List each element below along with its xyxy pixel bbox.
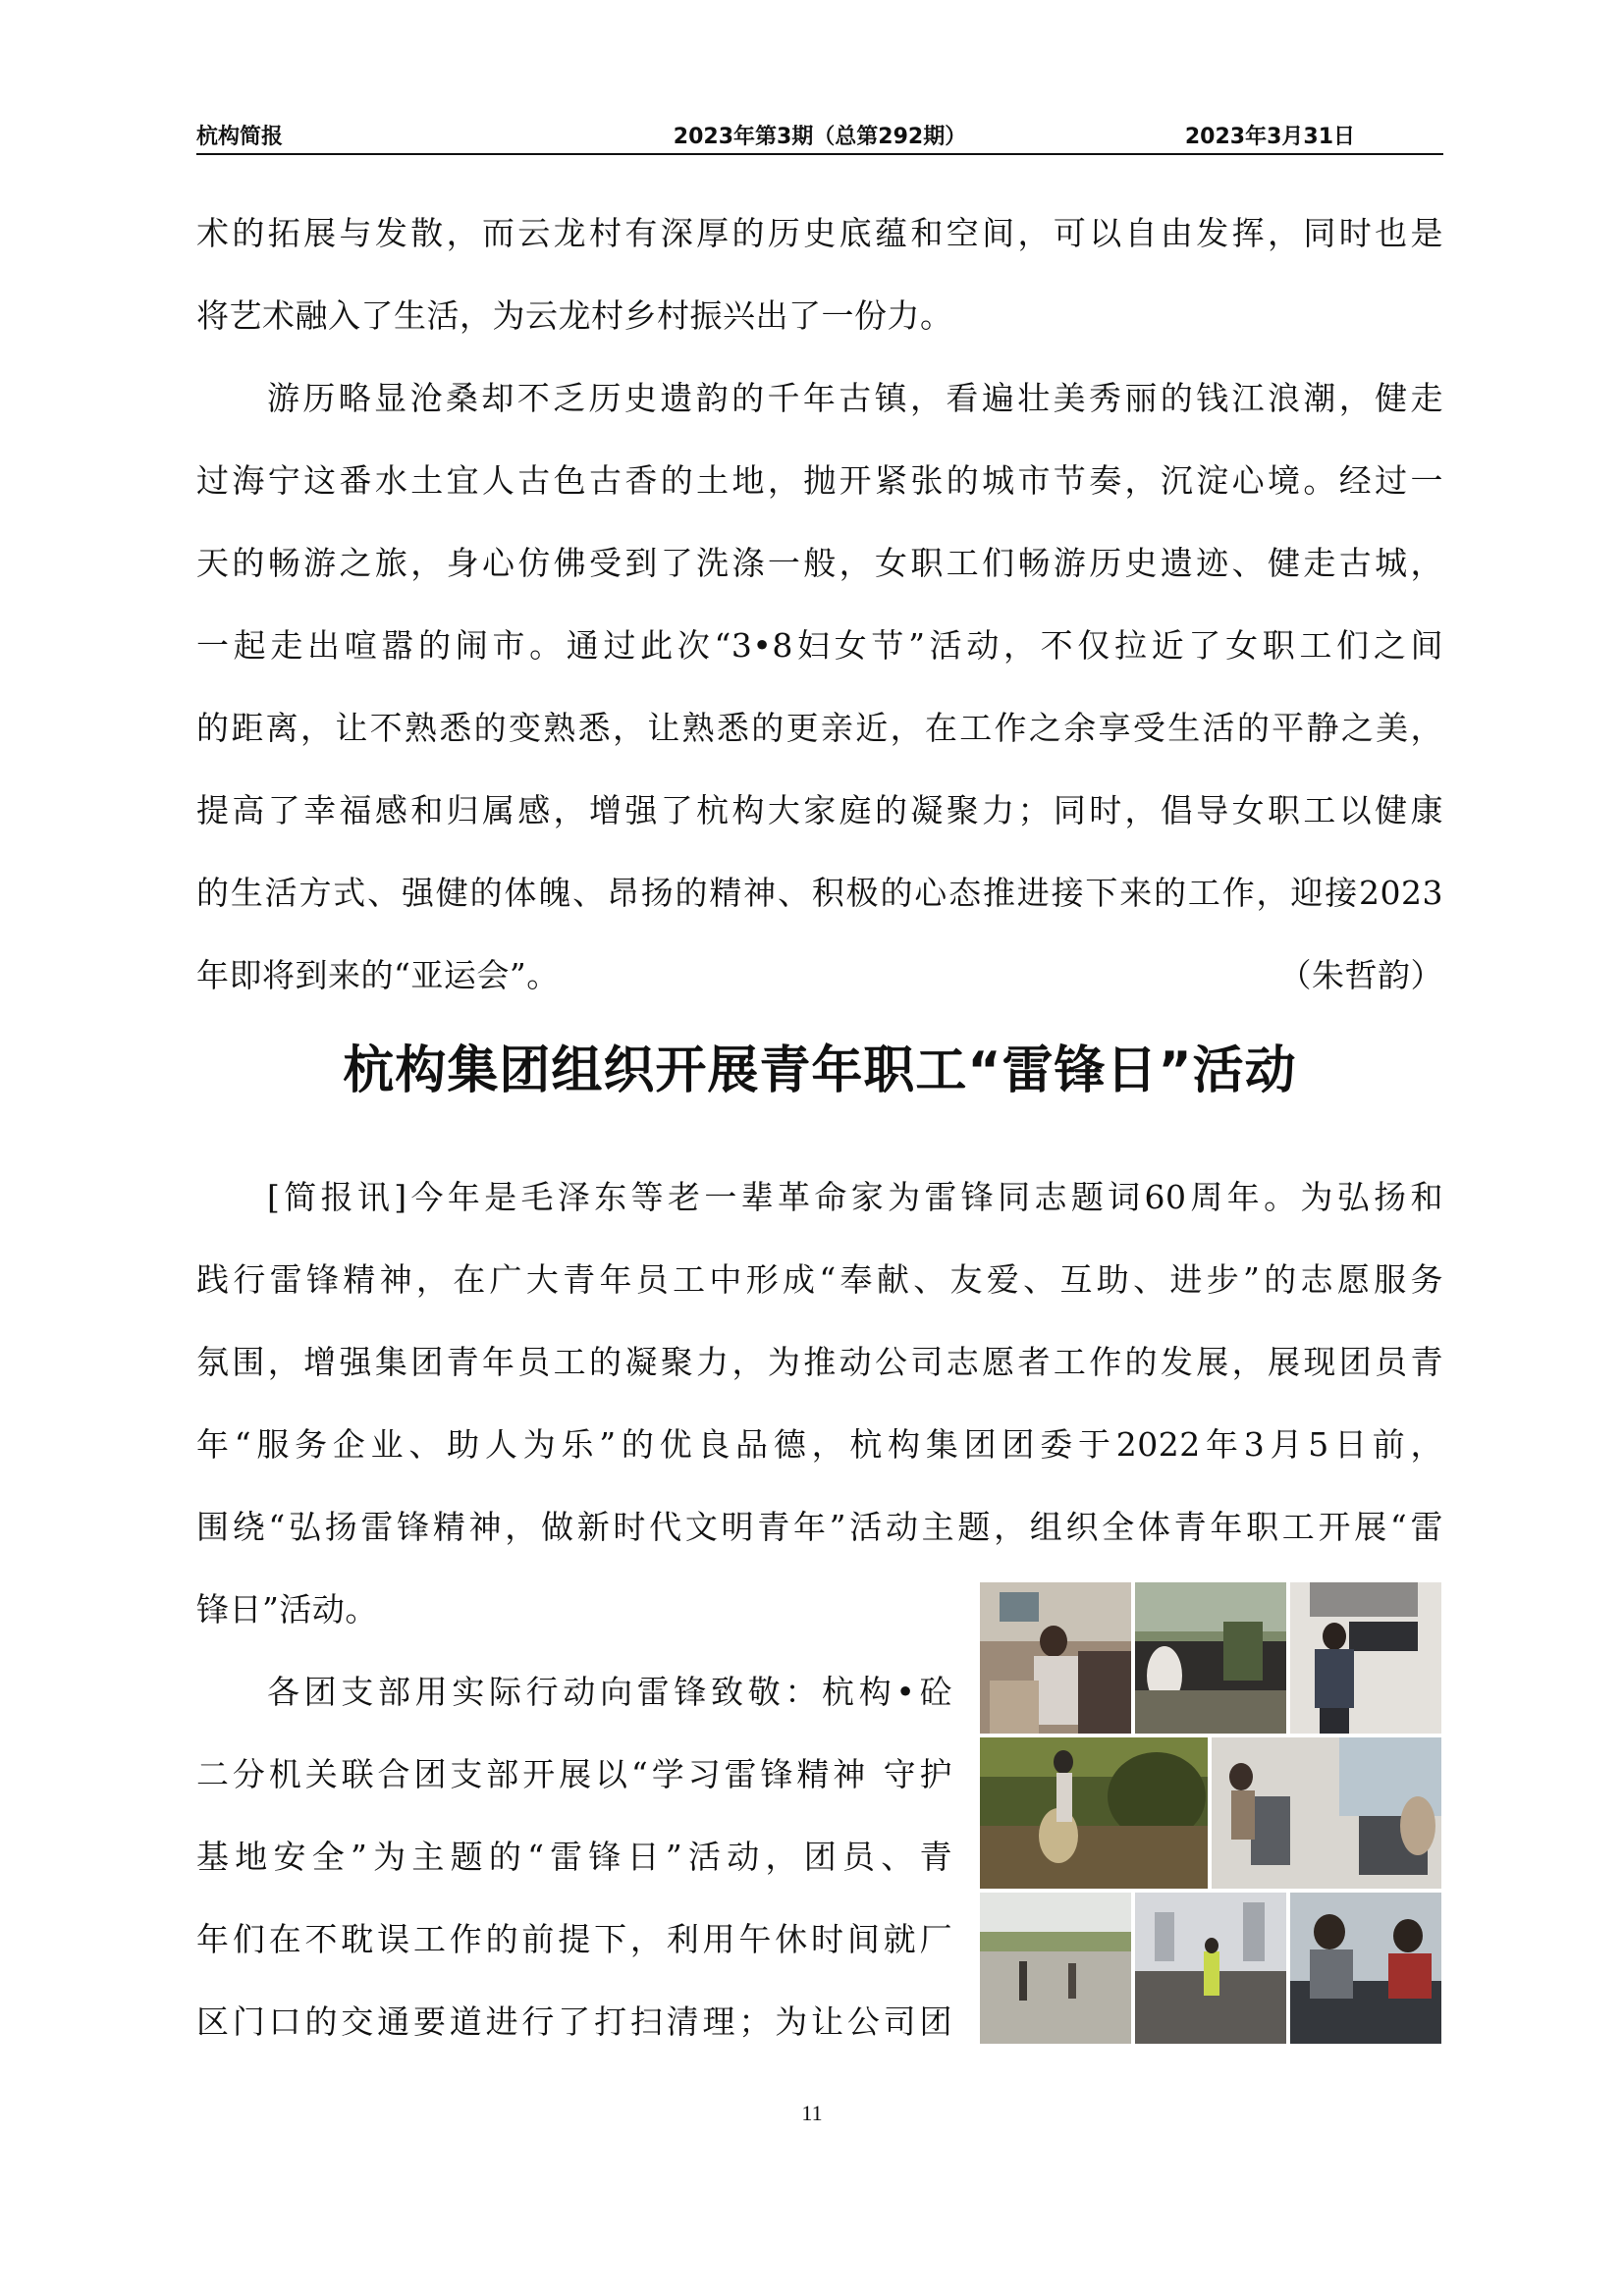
body-line: 游历略显沧桑却不乏历史遗韵的千年古镇，看遍壮美秀丽的钱江浪潮，健走 — [267, 379, 1443, 417]
body-line: 将艺术融入了生活，为云龙村乡村振兴出了一份力。 — [196, 296, 953, 335]
article-line: 年“服务企业、助人为乐”的优良品德，杭构集团团委于2022年3月5日前， — [196, 1425, 1443, 1464]
body-line: 年即将到来的“亚运会”。 — [196, 956, 560, 994]
body-line: 的生活方式、强健的体魄、昂扬的精神、积极的心态推进接下来的工作，迎接2023 — [196, 874, 1443, 912]
author-credit: （朱哲韵） — [1278, 956, 1443, 994]
article-line: 锋日”活动。 — [196, 1590, 378, 1629]
article-line: 围绕“弘扬雷锋精神，做新时代文明青年”活动主题，组织全体青年职工开展“雷 — [196, 1508, 1443, 1546]
article-line: 践行雷锋精神，在广大青年员工中形成“奉献、友爱、互助、进步”的志愿服务 — [196, 1260, 1443, 1299]
body-line: 提高了幸福感和归属感，增强了杭构大家庭的凝聚力；同时，倡导女职工以健康 — [196, 791, 1443, 829]
photo-collage — [980, 1582, 1441, 2044]
photo-garden-cleanup — [980, 1737, 1208, 1889]
article-line: 各团支部用实际行动向雷锋致敬：杭构•砼 — [267, 1673, 952, 1711]
header-publication: 杭构简报 — [196, 125, 284, 149]
article-title: 杭构集团组织开展青年职工“雷锋日”活动 — [343, 1041, 1297, 1100]
photo-site-inspection — [1135, 1893, 1286, 2044]
photo-window-repair — [1290, 1582, 1441, 1734]
photo-cleaning-wall — [1135, 1582, 1286, 1734]
body-line: 过海宁这番水土宜人古色古香的土地，抛开紧张的城市节奏，沉淀心境。经过一 — [196, 461, 1443, 500]
body-line: 一起走出喧嚣的闹市。通过此次“3•8妇女节”活动，不仅拉近了女职工们之间 — [196, 626, 1443, 665]
article-line: 年们在不耽误工作的前提下，利用午休时间就厂 — [196, 1920, 952, 1958]
header-issue: 2023年第3期（总第292期） — [673, 125, 967, 149]
body-line: 天的畅游之旅，身心仿佛受到了洗涤一般，女职工们畅游历史遗迹、健走古城， — [196, 544, 1443, 582]
page-number: 11 — [801, 2101, 823, 2125]
photo-road-sweeping — [980, 1893, 1131, 2044]
photo-volunteers-indoor — [980, 1582, 1131, 1734]
page-header — [196, 116, 1443, 155]
body-line: 的距离，让不熟悉的变熟悉，让熟悉的更亲近，在工作之余享受生活的平静之美， — [196, 709, 1443, 747]
body-line: 术的拓展与发散，而云龙村有深厚的历史底蕴和空间，可以自由发挥，同时也是 — [196, 214, 1443, 252]
article-line: 基地安全”为主题的“雷锋日”活动，团员、青 — [196, 1838, 952, 1876]
article-line: 氛围，增强集团青年员工的凝聚力，为推动公司志愿者工作的发展，展现团员青 — [196, 1343, 1443, 1381]
article-line: 区门口的交通要道进行了打扫清理；为让公司团 — [196, 2002, 952, 2041]
article-line: [简报讯]今年是毛泽东等老一辈革命家为雷锋同志题词60周年。为弘扬和 — [267, 1178, 1443, 1216]
photo-equipment-room — [1212, 1737, 1441, 1889]
header-date: 2023年3月31日 — [1184, 125, 1355, 149]
photo-window-cleaning — [1290, 1893, 1441, 2044]
article-line: 二分机关联合团支部开展以“学习雷锋精神 守护 — [196, 1755, 952, 1793]
body-line-last — [196, 956, 1443, 995]
